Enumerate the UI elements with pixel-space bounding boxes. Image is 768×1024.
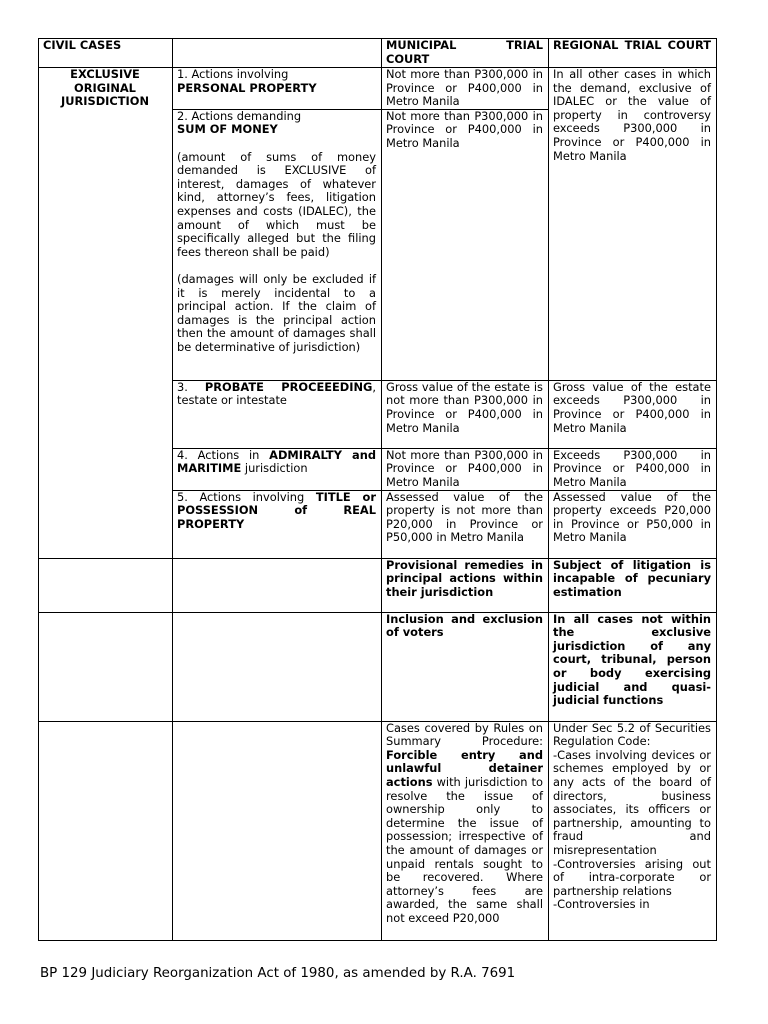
case-personal-property-lead: 1. Actions involving [177,67,289,81]
row-summary-procedure [39,721,717,940]
mtc-summary-tail: with jurisdiction to resolve the issue of ownership only to determine the issue of possession; irrespective of the amount of damages or unpaid rentals sought to be recovered. Where attorney’s fees are awarded, the same shall not exceed P20,000 [386,774,543,925]
blank-cell [39,721,173,940]
case-sum-of-money-title: SUM OF MONEY [177,122,278,137]
blank-cell [173,721,382,940]
mtc-admiralty: Not more than P300,000 in Province or P400,000 in Metro Manila [382,448,549,490]
mtc-sum-of-money: Not more than P300,000 in Province or P400,000 in Metro Manila [382,109,549,380]
blank-cell [39,612,173,721]
case-personal-property [173,68,382,110]
blank-cell [173,612,382,721]
rtc-src-line: -Controversies in [553,897,650,912]
mtc-personal-property: Not more than P300,000 in Province or P400,000 in Metro Manila [382,68,549,110]
case-real-property-title: TITLE or POSSESSION of REAL PROPERTY [177,489,376,531]
case-sum-of-money-lead: 2. Actions demanding [177,108,302,123]
rtc-personal-property-and-money: In all other cases in which the demand, exclusive of IDALEC or the value of property in controversy exceeds P300,000 in Province or P400,000 in Metro Manila [549,68,717,381]
rtc-securities-regulation-code [549,721,717,940]
case-sum-of-money [173,109,382,380]
row-personal-property [39,68,717,110]
header-civil-cases: CIVIL CASES [39,39,173,68]
case-admiralty-lead: 4. Actions in [177,447,270,462]
case-probate-lead: 3. [177,379,205,394]
case-personal-property-title: PERSONAL PROPERTY [177,80,317,95]
rtc-src-line: -Controversies arising out of intra-corporate or partnership relations [553,856,711,898]
case-real-property-lead: 5. Actions involving [177,489,316,504]
blank-cell [39,558,173,612]
mtc-provisional-remedies: Provisional remedies in principal actions within their jurisdiction [382,558,549,612]
rtc-src-line: -Cases involving devices or schemes employed by or any acts of the board of directors, business associates, its officers or partnership, amounting to fraud and misrepresentation [553,747,711,857]
rtc-incapable-of-pecuniary-estimation: Subject of litigation is incapable of pecuniary estimation [549,558,717,612]
case-admiralty-title: ADMIRALTY and MARITIME [177,447,376,476]
rtc-src-line: Under Sec 5.2 of Securities Regulation Code: [553,720,711,749]
rtc-probate: Gross value of the estate exceeds P300,000 in Province or P400,000 in Metro Manila [549,380,717,448]
mtc-summary-procedure [382,721,549,940]
page-footer: BP 129 Judiciary Reorganization Act of 1980, as amended by R.A. 7691 [40,966,516,981]
mtc-summary-lead: Cases covered by Rules on Summary Procedure: [386,720,543,749]
exclusive-original-jurisdiction: EXCLUSIVE ORIGINAL JURISDICTION [39,68,173,559]
row-provisional-remedies [39,558,717,612]
rtc-not-within-exclusive-jurisdiction: In all cases not within the exclusive jurisdiction of any court, tribunal, person or body exercising judicial and quasi-judicial functions [549,612,717,721]
sum-of-money-note-idalec: (amount of sums of money demanded is EXCLUSIVE of interest, damages of whatever kind, attorney’s fees, litigation expenses and costs (IDALEC), the amount of which must be specifically alleged but the filing fees thereon shall be paid) [177,149,376,259]
mtc-probate: Gross value of the estate is not more than P300,000 in Province or P400,000 in Metro Manila [382,380,549,448]
jurisdiction-table [38,38,717,941]
mtc-real-property: Assessed value of the property is not more than P20,000 in Province or P50,000 in Metro Manila [382,490,549,558]
mtc-forcible-entry: Forcible entry and unlawful detainer actions [386,747,543,789]
case-probate-title: PROBATE PROCEEEDING [204,379,373,394]
blank-cell [173,558,382,612]
jurisdiction-table-page [38,38,716,941]
sum-of-money-note-damages: (damages will only be excluded if it is merely incidental to a principal action. If the claim of damages is the principal action then the amount of damages shall be determinative of jurisdiction) [177,271,376,354]
case-probate-tail: , testate or intestate [177,379,376,408]
case-admiralty [173,448,382,490]
row-voters [39,612,717,721]
header-regional-trial-court: REGIONAL TRIAL COURT [549,39,717,68]
mtc-inclusion-exclusion-voters: Inclusion and exclusion of voters [382,612,549,721]
header-row [39,39,717,68]
rtc-admiralty: Exceeds P300,000 in Province or P400,000 in Metro Manila [549,448,717,490]
header-municipal-trial-court: MUNICIPAL TRIAL COURT [382,39,549,68]
rtc-real-property: Assessed value of the property exceeds P20,000 in Province or P50,000 in Metro Manila [549,490,717,558]
header-blank [173,39,382,68]
case-real-property [173,490,382,558]
case-probate [173,380,382,448]
case-admiralty-tail: jurisdiction [241,461,308,476]
